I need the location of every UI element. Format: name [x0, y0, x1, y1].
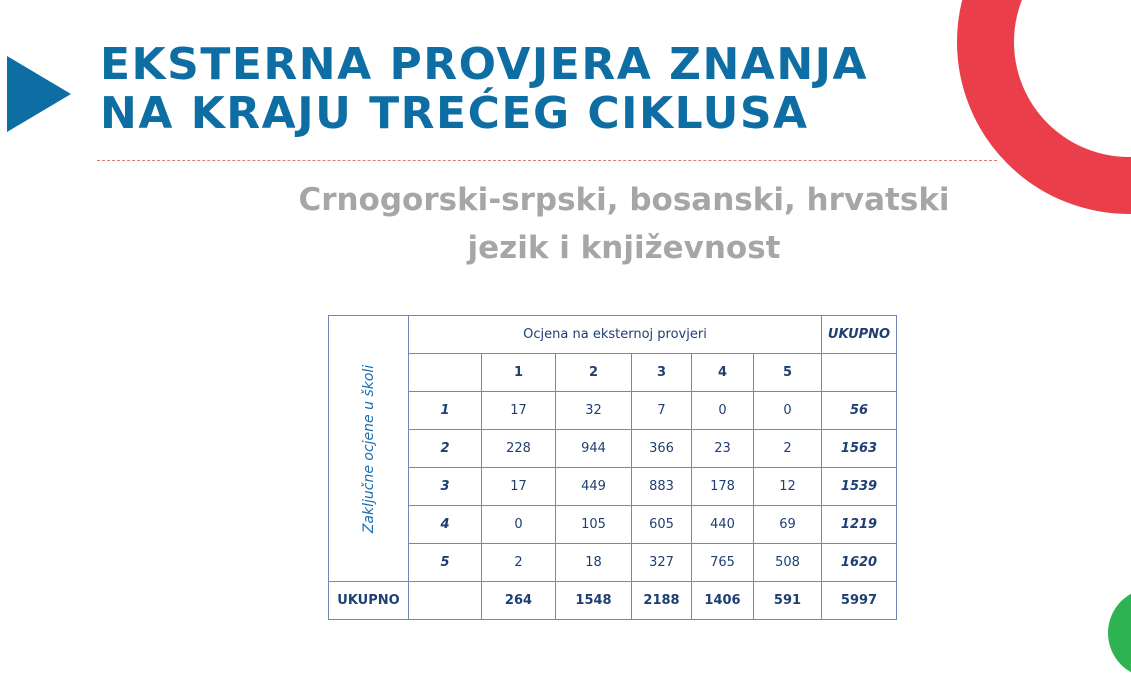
slide-title — [100, 40, 868, 138]
row-grade-label: 4 — [409, 506, 482, 544]
table-cell: 449 — [556, 468, 632, 506]
subtitle-line-2: jezik i književnost — [467, 230, 781, 266]
row-total: 1563 — [822, 430, 897, 468]
table-cell: 178 — [692, 468, 754, 506]
table-cell: 0 — [692, 392, 754, 430]
subtitle-line-1: Crnogorski-srpski, bosanski, hrvatski — [298, 182, 950, 218]
table-total-row — [329, 582, 897, 620]
table-cell: 944 — [556, 430, 632, 468]
grade-columns-row — [329, 354, 897, 392]
table-cell: 765 — [692, 544, 754, 582]
column-total: 591 — [754, 582, 822, 620]
table-cell: 0 — [482, 506, 556, 544]
table-cell: 17 — [482, 392, 556, 430]
table-cell: 17 — [482, 468, 556, 506]
row-total: 56 — [822, 392, 897, 430]
total-column-header: UKUPNO — [822, 316, 897, 354]
column-total: 1406 — [692, 582, 754, 620]
empty-total-header-cell — [822, 354, 897, 392]
row-grade-label: 2 — [409, 430, 482, 468]
empty-header-cell — [409, 354, 482, 392]
slide-subtitle — [240, 176, 1008, 272]
grade-column-header: 4 — [692, 354, 754, 392]
grade-column-header: 5 — [754, 354, 822, 392]
table-cell: 12 — [754, 468, 822, 506]
table-cell: 327 — [632, 544, 692, 582]
column-total: 264 — [482, 582, 556, 620]
table-cell: 0 — [754, 392, 822, 430]
table-cell: 105 — [556, 506, 632, 544]
total-row-label: UKUPNO — [329, 582, 409, 620]
row-total: 1620 — [822, 544, 897, 582]
table-cell: 508 — [754, 544, 822, 582]
table-row — [329, 392, 897, 430]
grade-column-header: 1 — [482, 354, 556, 392]
side-label: Zaključne ocjene u školi — [360, 364, 377, 533]
table-cell: 366 — [632, 430, 692, 468]
table-cell: 69 — [754, 506, 822, 544]
table-row — [329, 468, 897, 506]
grades-crosstab-table — [328, 315, 897, 620]
table-row — [329, 430, 897, 468]
table-cell: 605 — [632, 506, 692, 544]
play-triangle-icon — [7, 56, 71, 132]
table-cell: 32 — [556, 392, 632, 430]
table-cell: 440 — [692, 506, 754, 544]
title-divider — [97, 160, 997, 161]
row-grade-label: 3 — [409, 468, 482, 506]
table-cell: 18 — [556, 544, 632, 582]
table-cell: 2 — [482, 544, 556, 582]
decorative-green-circle — [1108, 588, 1131, 678]
side-label-cell — [329, 316, 409, 582]
row-grade-label: 5 — [409, 544, 482, 582]
column-total: 1548 — [556, 582, 632, 620]
external-exam-header: Ocjena na eksternoj provjeri — [409, 316, 822, 354]
empty-total-cell — [409, 582, 482, 620]
table-cell: 23 — [692, 430, 754, 468]
grade-column-header: 2 — [556, 354, 632, 392]
row-total: 1219 — [822, 506, 897, 544]
table-row — [329, 506, 897, 544]
slide-title-line-1: EKSTERNA PROVJERA ZNANJA — [100, 39, 869, 90]
row-total: 1539 — [822, 468, 897, 506]
table-cell: 883 — [632, 468, 692, 506]
slide-title-line-2: NA KRAJU TREĆEG CIKLUSA — [100, 88, 809, 139]
grade-column-header: 3 — [632, 354, 692, 392]
column-total: 2188 — [632, 582, 692, 620]
table-row — [329, 544, 897, 582]
grand-total: 5997 — [822, 582, 897, 620]
table-cell: 2 — [754, 430, 822, 468]
row-grade-label: 1 — [409, 392, 482, 430]
table-cell: 228 — [482, 430, 556, 468]
table-cell: 7 — [632, 392, 692, 430]
table-header-row — [329, 316, 897, 354]
